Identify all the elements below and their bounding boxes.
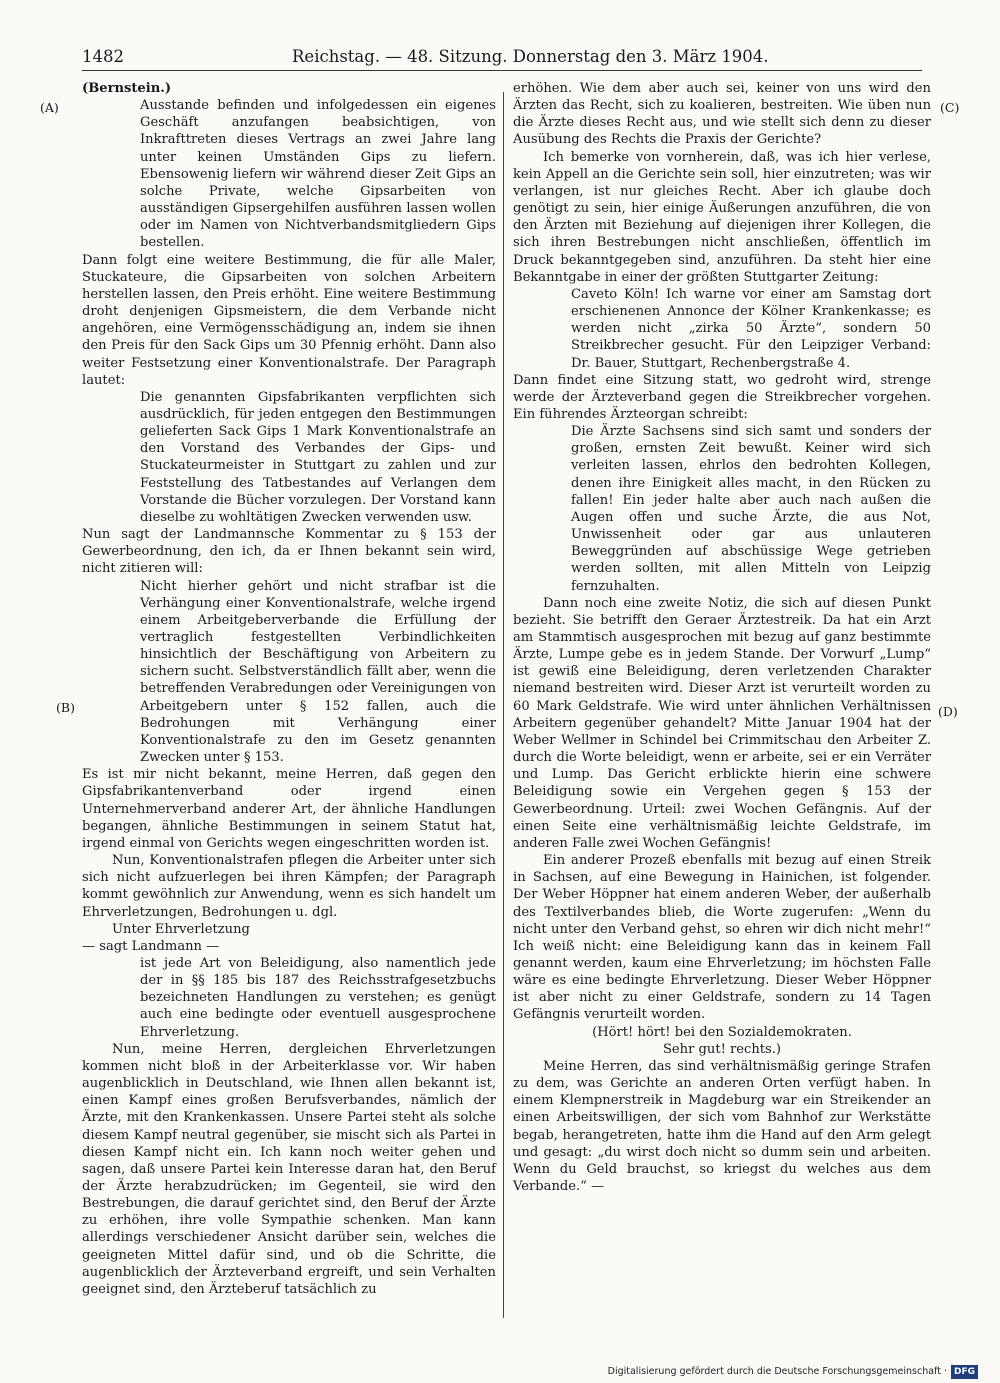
- right-paragraph: erhöhen. Wie dem aber auch sei, keiner von uns wird den Ärzten das Recht, sich zu koalieren, bestreiten. Wie üben nun die Ärzte dieses Recht aus, und wie stellt sich denn zu dieser Ausübung des Rechts die Praxis der Gerichte?: [513, 81, 931, 148]
- page-running-title: Reichstag. — 48. Sitzung. Donnerstag den 3. März 1904.: [292, 47, 769, 66]
- speaker-name: (Bernstein.): [82, 81, 172, 96]
- left-paragraph: Die genannten Gipsfabrikanten verpflichten sich ausdrücklich, für jeden entgegen den Bestimmungen gelieferten Sack Gips 1 Mark Konventionalstrafe an den Vorstand des Verbandes der Gips- und Stuckateurmeister in Stuttgart zu zahlen und zur Feststellung des Tatbestandes auf Verlangen dem Vorstande die Bücher vorzulegen. Der Vorstand kann dieselbe zu wohltätigen Zwecken verwenden usw.: [140, 389, 496, 525]
- dfg-logo: DFG: [951, 1365, 978, 1379]
- left-paragraph: Nun sagt der Landmannsche Kommentar zu § 153 der Gewerbeordnung, den ich, da er Ihnen bekannt sein wird, nicht zitieren will:: [82, 527, 496, 577]
- left-paragraph: — sagt Landmann —: [82, 938, 220, 954]
- right-paragraph: Die Ärzte Sachsens sind sich samt und sonders der großen, ernsten Zeit bewußt. Keiner wird sich verleiten lassen, ehrlos den bedrohten Kollegen, denen ihre Einigkeit alles macht, in den Rücken zu fallen! Ein jeder halte aber auch nach außen die Augen offen und suche Ärzte, die aus Not, Unwissenheit oder gar aus unlauteren Beweggründen auf abschüssige Wege getrieben werden sollten, mit allen Mitteln von Leipzig fernzuhalten.: [571, 424, 931, 594]
- footer-text: Digitalisierung gefördert durch die Deutsche Forschungsgemeinschaft ·: [607, 1366, 947, 1377]
- digitization-footer: [608, 1364, 978, 1380]
- right-interjection: (Hört! hört! bei den Sozialdemokraten.: [592, 1024, 852, 1040]
- left-paragraph: Unter Ehrverletzung: [112, 921, 250, 937]
- left-paragraph: Es ist mir nicht bekannt, meine Herren, daß gegen den Gipsfabrikantenverband oder irgend einen Unternehmerverband anderer Art, der ähnliche Handlungen begangen, ähnliche Bestimmungen in seinem Statut hat, irgend einmal von Gerichts wegen eingeschritten worden ist.: [82, 767, 496, 851]
- margin-marker-d: (D): [938, 704, 958, 719]
- left-paragraph: Nun, Konventionalstrafen pflegen die Arbeiter unter sich sich nicht aufzuerlegen bei ihren Kämpfen; der Paragraph kommt gewöhnlich zur Anwendung, wenn es sich handelt um Ehrverletzungen, Bedrohungen u. dgl.: [82, 853, 496, 920]
- right-paragraph: Dann noch eine zweite Notiz, die sich auf diesen Punkt bezieht. Sie betrifft den Geraer Ärztestreik. Da hat ein Arzt am Stammtisch ausgesprochen mit bezug auf ganz bestimmte Ärzte, Lumpe gebe es in jedem Stande. Der Vorwurf „Lump“ ist gewiß eine Beleidigung, deren verletzenden Charakter niemand bestreiten wird. Dieser Arzt ist verurteilt worden zu 60 Mark Geldstrafe. Wie wird unter ähnlichen Verhältnissen Arbeitern gegenüber gehandelt? Mitte Januar 1904 hat der Weber Wellmer in Schindel bei Crimmitschau den Arbeiter Z. durch die Worte beleidigt, wenn er arbeite, sei er ein Verräter und Lump. Das Gericht erblickte hierin eine schwere Beleidigung sowie ein Vergehen gegen § 153 der Gewerbeordnung. Urteil: zwei Wochen Gefängnis. Auf der einen Seite eine verhältnismäßig leichte Geldstrafe, im anderen Falle zwei Wochen Gefängnis!: [513, 595, 931, 851]
- page-header: [82, 44, 922, 71]
- right-paragraph: Ich bemerke von vornherein, daß, was ich hier verlese, kein Appell an die Gerichte sein soll, hier einzutreten; was wir verlangen, ist nur gleiches Recht. Aber ich glaube doch genötigt zu sein, hier einige Äußerungen anzuführen, die von den Ärzten mit Beziehung auf diejenigen ihrer Kollegen, die sich ihren Bestrebungen nicht anschließen, öffentlich im Druck bekanntgegeben sind, anzuführen. Da steht hier eine Bekanntgabe in einer der größten Stuttgarter Zeitung:: [513, 149, 931, 285]
- margin-marker-c: (C): [940, 100, 960, 115]
- right-column: [513, 80, 931, 1195]
- left-paragraph: Nun, meine Herren, dergleichen Ehrverletzungen kommen nicht bloß in der Arbeiterklasse vor. Wir haben augenblicklich in Deutschland, wie Ihnen allen bekannt ist, einen Kampf eines großen Berufsverbandes, nämlich der Ärzte, mit den Krankenkassen. Unsere Partei steht als solche diesem Kampf neutral gegenüber, sie mischt sich als Partei in diesen Kampf nicht ein. Ich kann noch weiter gehen und sagen, daß unsere Partei kein Interesse daran hat, den Beruf der Ärzte herabzudrücken; im Gegenteil, sie wird den Bestrebungen, die darauf gerichtet sind, den Beruf der Ärzte zu erhöhen, ihre volle Sympathie schenken. Man kann allerdings verschiedener Ansicht darüber sein, welches die geeigneten Mittel dafür sind, und ob die Schritte, die augenblicklich der Ärzteverband ergreift, und sein Verhalten geeignet sind, den Ärzteberuf tatsächlich zu: [82, 1041, 496, 1297]
- column-divider: [503, 92, 504, 1318]
- margin-marker-a: (A): [40, 100, 59, 115]
- left-paragraph: ist jede Art von Beleidigung, also namentlich jede der in §§ 185 bis 187 des Reichsstrafgesetzbuchs bezeichneten Handlungen zu verstehen; es genügt auch eine bedingte oder eventuell ausgesprochene Ehrverletzung.: [140, 955, 496, 1040]
- right-paragraph: Caveto Köln! Ich warne vor einer am Samstag dort erschienenen Annonce der Kölner Krankenkasse; es werden nicht „zirka 50 Ärzte“, sondern 50 Streikbrecher gesucht. Für den Leipziger Verband: Dr. Bauer, Stuttgart, Rechenbergstraße 4.: [571, 286, 931, 371]
- right-paragraph: Dann findet eine Sitzung statt, wo gedroht wird, strenge werde der Ärzteverband gegen die Streikbrecher vorgehen. Ein führendes Ärzteorgan schreibt:: [513, 372, 931, 422]
- left-paragraph: Dann folgt eine weitere Bestimmung, die für alle Maler, Stuckateure, die Gipsarbeiten von solchen Arbeitern herstellen lassen, den Preis erhöht. Eine weitere Bestimmung droht denjenigen Gipsmeistern, die dem Verbande nicht angehören, eine Vermögensschädigung an, indem sie ihnen den Preis für den Sack Gips um 30 Pfennig erhöht. Dann also weiter Festsetzung einer Konventionalstrafe. Der Paragraph lautet:: [82, 252, 496, 388]
- right-paragraph: Ein anderer Prozeß ebenfalls mit bezug auf einen Streik in Sachsen, auf eine Bewegung in Hainichen, ist folgender. Der Weber Höppner hat einem anderen Weber, der außerhalb des Textilverbandes blieb, die Worte zugerufen: „Wenn du nicht unter den Verband gehst, so ehren wir dich nicht mehr!“ Ich weiß nicht: eine Beleidigung kann das in keinem Fall genannt werden, kaum eine Ehrverletzung; im höchsten Falle wäre es eine bedingte Ehrverletzung. Dieser Weber Höppner ist aber nicht zu einer Geldstrafe, sondern zu 14 Tagen Gefängnis verurteilt worden.: [513, 853, 931, 1023]
- left-paragraph: Ausstande befinden und infolgedessen ein eigenes Geschäft anzufangen beabsichtigen, von Inkrafttreten dieses Vertrags an zwei Jahre lang unter keinen Umständen Gips zu liefern. Ebensowenig liefern wir während dieser Zeit Gips an solche Private, welche Gipsarbeiten von ausständigen Gipsergehilfen ausführen lassen wollen oder im Namen von Nichtverbandsmitgliedern Gips bestellen.: [140, 98, 496, 251]
- left-column: [82, 80, 496, 1298]
- left-paragraph: Nicht hierher gehört und nicht strafbar ist die Verhängung einer Konventionalstrafe, welche irgend einem Arbeitgeberverbande die Erfüllung der vertraglich festgestellten Verbindlichkeiten hinsichtlich der Beschäftigung von Arbeitern zu sichern sucht. Selbstverständlich fällt aber, wenn die betreffenden Verabredungen oder Vereinigungen von Arbeitgebern unter § 152 fallen, auch die Bedrohungen mit Verhängung einer Konventionalstrafe zu den im Gesetz genannten Zwecken unter § 153.: [140, 578, 496, 766]
- right-paragraph: Meine Herren, das sind verhältnismäßig geringe Strafen zu dem, was Gerichte an anderen Orten verfügt haben. In einem Klempnerstreik in Magdeburg war ein Streikender an einen Arbeitswilligen, der sich vom Bahnhof zur Werkstätte begab, herangetreten, hatte ihm die Hand auf den Arm gelegt und gesagt: „du wirst doch nicht so dumm sein und arbeiten. Wenn du Geld brauchst, so kriegst du welches aus dem Verbande.“ —: [513, 1058, 931, 1194]
- margin-marker-b: (B): [56, 700, 75, 715]
- page-number: 1482: [82, 47, 124, 66]
- right-interjection: Sehr gut! rechts.): [662, 1041, 782, 1057]
